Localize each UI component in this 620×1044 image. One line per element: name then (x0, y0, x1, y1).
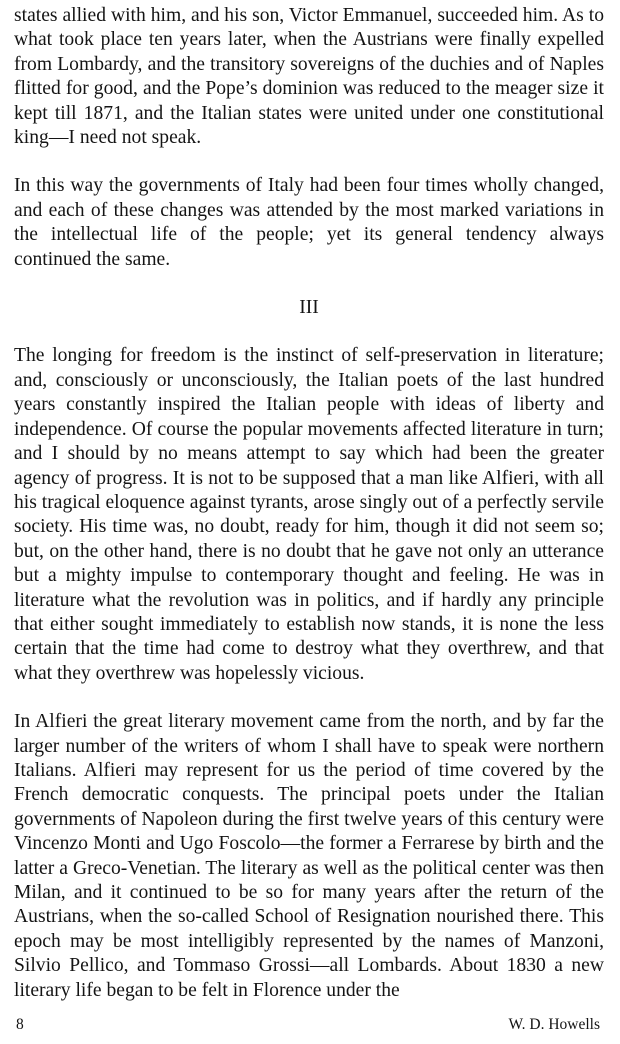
section-heading: III (299, 297, 319, 319)
page-footer (16, 1016, 600, 1034)
paragraph-gap (14, 320, 604, 344)
paragraph-4: In Alfieri the great literary movement came from the north, and by far the larger number of the writers of whom I shall have to speak were northern Italians. Alfieri may represent for us the period of time covered by the French democratic conquests. The principal poets under the Italian governments of Napoleon during the first twelve years of this century were Vincenzo Monti and Ugo Foscolo—the former a Ferrarese by birth and the latter a Greco-Venetian. The literary as well as the political center was then Milan, and it continued to be so for many years after the return of the Austrians, when the so-called School of Resignation nourished there. This epoch may be most intelligibly represented by the names of Manzoni, Silvio Pellico, and Tommaso Grossi—all Lombards. About 1830 a new literary life began to be felt in Florence under the (14, 711, 604, 1001)
paragraph-3: The longing for freedom is the instinct of self-preservation in literature; and, consciously or unconsciously, the Italian poets of the last hundred years constantly inspired the Italian people with ideas of liberty and independence. Of course the popular movements affected literature in turn; and I should by no means attempt to say which had been the greater agency of progress. It is not to be supposed that a man like Alfieri, with all his tragical eloquence against tyrants, arose singly out of a perfectly servile society. His time was, no doubt, ready for him, though it did not seem so; but, on the other hand, there is no doubt that he gave not only an utterance but a mighty impulse to contemporary thought and feeling. He was in literature what the revolution was in politics, and if hardly any principle that either sought immediately to establish now stands, it is none the less certain that the time had come to destroy what they overthrew, and that what they overthrew was hopelessly vicious. (14, 345, 604, 684)
paragraph-gap (14, 686, 604, 710)
paragraph-1: states allied with him, and his son, Victor Emmanuel, succeeded him. As to what took place ten years later, when the Austrians were finally expelled from Lombardy, and the transitory sovereigns of the duchies and of Naples flitted for good, and the Pope’s dominion was reduced to the meager size it kept till 1871, and the Italian states were united under one constitutional king—I need not speak. (14, 5, 604, 149)
paragraph-2: In this way the governments of Italy had been four times wholly changed, and each of these changes was attended by the most marked variations in the intellectual life of the people; yet its general tendency always continued the same. (14, 175, 604, 270)
author-name: W. D. Howells (508, 1016, 600, 1033)
paragraph-gap (14, 272, 604, 296)
paragraph-gap (14, 150, 604, 174)
page-body (14, 4, 604, 1003)
page-number: 8 (16, 1016, 24, 1033)
